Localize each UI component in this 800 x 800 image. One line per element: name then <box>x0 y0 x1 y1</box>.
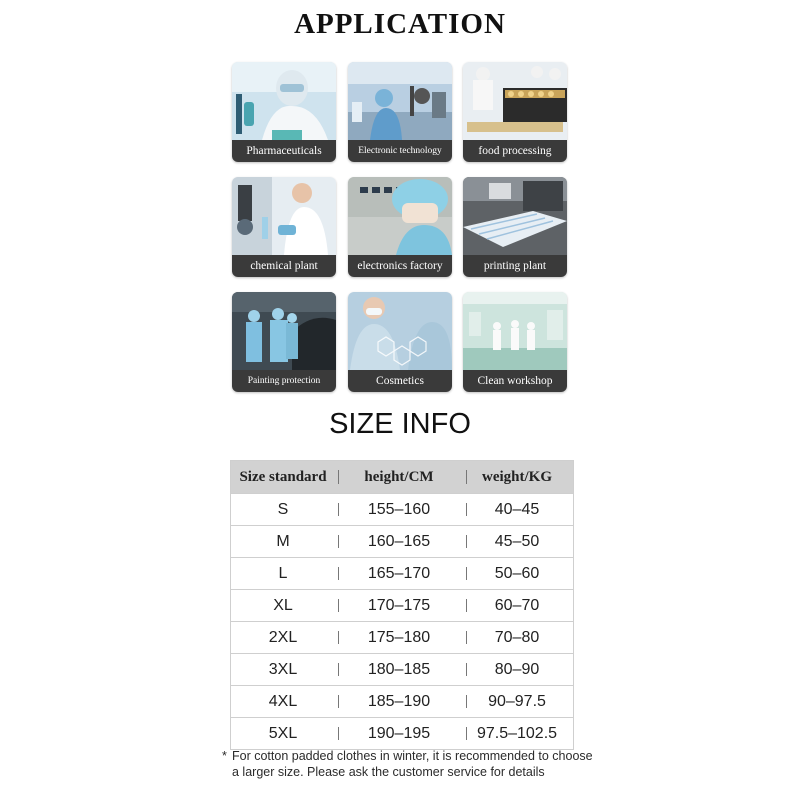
tile-label: Pharmaceuticals <box>232 140 336 162</box>
column-divider <box>338 663 339 676</box>
cell-height: 165–170 <box>367 564 431 582</box>
tile-clean-workshop <box>463 292 567 392</box>
cell-weight: 97.5–102.5 <box>476 724 558 742</box>
column-divider <box>338 695 339 708</box>
cell-weight: 60–70 <box>494 596 540 614</box>
table-row <box>231 557 573 589</box>
cell-height: 185–190 <box>367 692 431 710</box>
size-info-title: SIZE INFO <box>329 408 471 440</box>
header-weight: weight/KG <box>482 468 552 485</box>
column-divider <box>338 599 339 612</box>
column-divider <box>466 663 467 676</box>
size-table <box>230 460 574 750</box>
column-divider <box>466 695 467 708</box>
column-divider <box>338 535 339 548</box>
note-text: For cotton padded clothes in winter, it is recommended to choose a larger size. Please ask the customer service for details <box>232 749 593 779</box>
table-row <box>231 589 573 621</box>
column-divider <box>338 727 339 740</box>
tile-label: Electronic technology <box>348 140 452 162</box>
table-body <box>231 493 573 749</box>
header-height: height/CM <box>364 468 434 485</box>
size-note <box>222 748 602 780</box>
tile-cosmetics <box>348 292 452 392</box>
cell-height: 175–180 <box>367 628 431 646</box>
food-processing-photo <box>463 62 567 140</box>
column-divider <box>466 470 467 484</box>
tile-label: Cosmetics <box>348 370 452 392</box>
table-row <box>231 493 573 525</box>
table-row <box>231 621 573 653</box>
electronics-factory-photo <box>348 177 452 255</box>
column-divider <box>466 727 467 740</box>
tile-food-processing <box>463 62 567 162</box>
cell-height: 155–160 <box>367 500 431 518</box>
tile-painting-protection <box>232 292 336 392</box>
painting-protection-photo <box>232 292 336 370</box>
column-divider <box>466 567 467 580</box>
cell-height: 180–185 <box>367 660 431 678</box>
tile-label: Clean workshop <box>463 370 567 392</box>
column-divider <box>338 470 339 484</box>
table-header-row <box>231 461 573 493</box>
tile-pharmaceuticals <box>232 62 336 162</box>
cell-size: S <box>277 500 289 518</box>
column-divider <box>338 567 339 580</box>
cell-weight: 45–50 <box>494 532 540 550</box>
cell-size: L <box>278 564 288 582</box>
cell-size: 5XL <box>268 724 298 742</box>
column-divider <box>338 631 339 644</box>
column-divider <box>338 503 339 516</box>
tile-chemical-plant <box>232 177 336 277</box>
column-divider <box>466 535 467 548</box>
electronic-technology-photo <box>348 62 452 140</box>
tile-label: electronics factory <box>348 255 452 277</box>
printing-plant-photo <box>463 177 567 255</box>
cell-size: 4XL <box>268 692 298 710</box>
chemical-plant-photo <box>232 177 336 255</box>
tile-label: food processing <box>463 140 567 162</box>
application-grid <box>232 62 568 392</box>
clean-workshop-photo <box>463 292 567 370</box>
table-row <box>231 653 573 685</box>
table-row <box>231 717 573 749</box>
cell-weight: 50–60 <box>494 564 540 582</box>
column-divider <box>466 631 467 644</box>
cell-size: M <box>276 532 290 550</box>
cell-size: 3XL <box>268 660 298 678</box>
column-divider <box>466 503 467 516</box>
tile-electronics-factory <box>348 177 452 277</box>
application-title: APPLICATION <box>294 8 506 40</box>
tile-label: chemical plant <box>232 255 336 277</box>
table-row <box>231 685 573 717</box>
cell-weight: 80–90 <box>494 660 540 678</box>
cell-weight: 70–80 <box>494 628 540 646</box>
pharmaceuticals-photo <box>232 62 336 140</box>
cell-size: 2XL <box>268 628 298 646</box>
tile-electronic-technology <box>348 62 452 162</box>
note-asterisk: * <box>222 749 227 763</box>
cell-weight: 40–45 <box>494 500 540 518</box>
header-size-standard: Size standard <box>239 468 327 485</box>
tile-label: printing plant <box>463 255 567 277</box>
cosmetics-photo <box>348 292 452 370</box>
tile-label: Painting protection <box>232 370 336 392</box>
column-divider <box>466 599 467 612</box>
table-row <box>231 525 573 557</box>
cell-height: 160–165 <box>367 532 431 550</box>
cell-weight: 90–97.5 <box>488 692 546 710</box>
tile-printing-plant <box>463 177 567 277</box>
cell-size: XL <box>273 596 293 614</box>
cell-height: 190–195 <box>367 724 431 742</box>
cell-height: 170–175 <box>367 596 431 614</box>
